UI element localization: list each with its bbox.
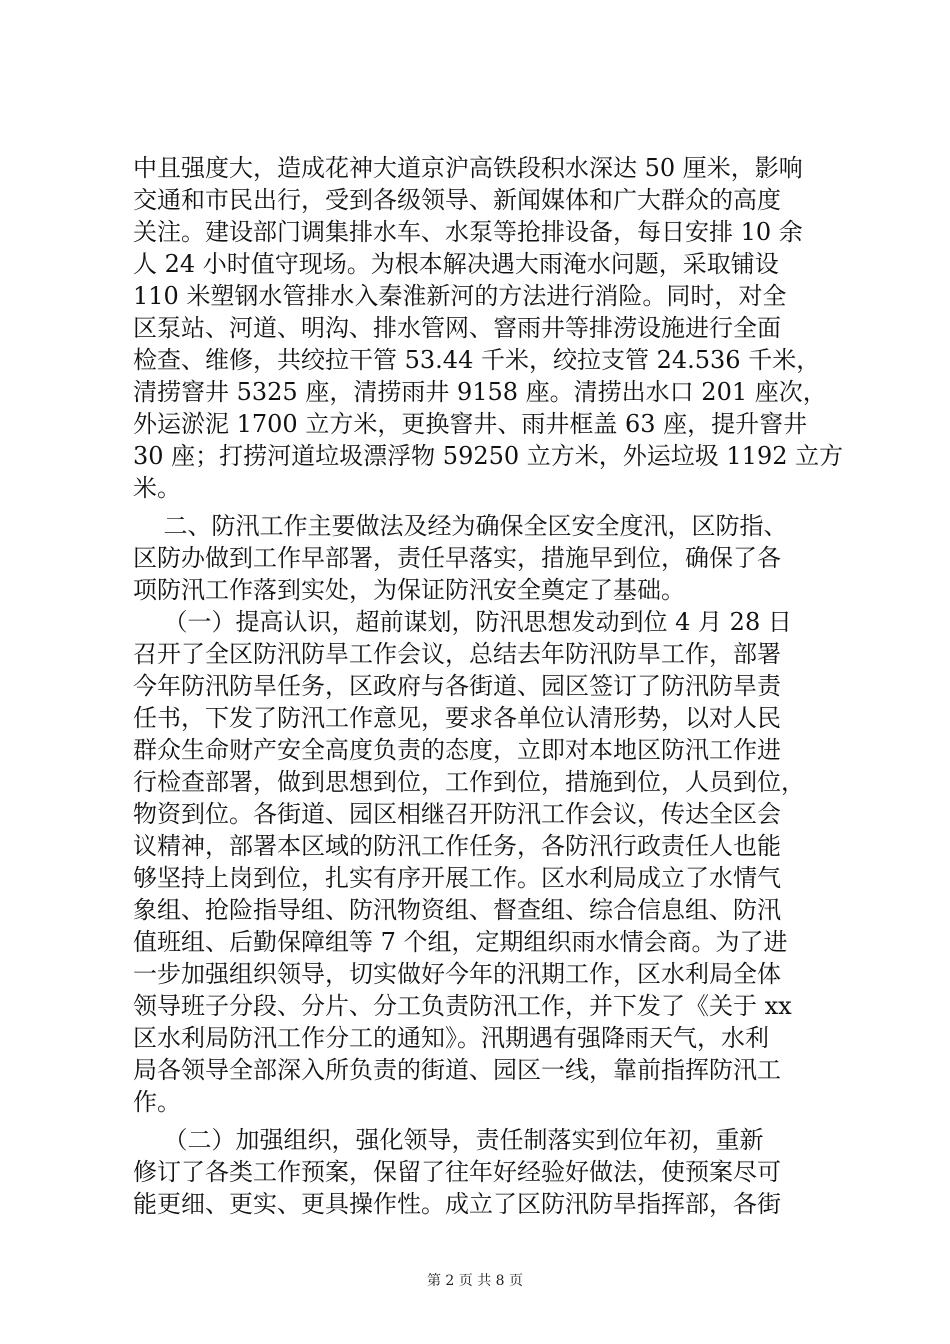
text-line: 清捞窨井 5325 座，清捞雨井 9158 座。清捞出水口 201 座次， — [133, 378, 827, 406]
text-line: 任书，下发了防汛工作意见，要求各单位认清形势，以对人民 — [133, 704, 781, 732]
text-line: 象组、抢险指导组、防汛物资组、督查组、综合信息组、防汛 — [133, 896, 781, 924]
text-line: 召开了全区防汛防旱工作会议，总结去年防汛防旱工作，部署 — [133, 640, 781, 668]
text-line: 中且强度大，造成花神大道京沪高铁段积水深达 50 厘米，影响 — [133, 154, 803, 182]
text-line: 外运淤泥 1700 立方米，更换窨井、雨井框盖 63 座，提升窨井 — [133, 410, 808, 438]
text-line: 能更细、更实、更具操作性。成立了区防汛防旱指挥部，各街 — [133, 1190, 781, 1218]
text-line: 区防办做到工作早部署，责任早落实，措施早到位，确保了各 — [133, 544, 781, 572]
text-line: 物资到位。各街道、园区相继召开防汛工作会议，传达全区会 — [133, 800, 781, 828]
section-heading-line: 二、防汛工作主要做法及经为确保全区安全度汛，区防指、 — [133, 512, 788, 540]
text-line: 群众生命财产安全高度负责的态度，立即对本地区防汛工作进 — [133, 736, 781, 764]
text-line: 一步加强组织领导，切实做好今年的汛期工作，区水利局全体 — [133, 960, 781, 988]
text-line: 今年防汛防旱任务，区政府与各街道、园区签订了防汛防旱责 — [133, 672, 781, 700]
text-line: 关注。建设部门调集排水车、水泵等抢排设备，每日安排 10 余 — [133, 218, 803, 246]
text-line: 米。 — [133, 474, 181, 502]
text-line: 项防汛工作落到实处，为保证防汛安全奠定了基础。 — [133, 576, 685, 604]
text-line: 交通和市民出行，受到各级领导、新闻媒体和广大群众的高度 — [133, 186, 781, 214]
text-line: 议精神，部署本区域的防汛工作任务，各防汛行政责任人也能 — [133, 832, 781, 860]
text-line: 修订了各类工作预案，保留了往年好经验好做法，使预案尽可 — [133, 1158, 781, 1186]
text-line: 作。 — [133, 1088, 181, 1116]
page-number-footer: 第 2 页 共 8 页 — [426, 1273, 524, 1289]
text-line: 区水利局防汛工作分工的通知》。汛期遇有强降雨天气，水利 — [133, 1024, 769, 1052]
subsection-heading-line: （一）提高认识，超前谋划，防汛思想发动到位 4 月 28 日 — [133, 608, 792, 636]
text-line: 值班组、后勤保障组等 7 个组，定期组织雨水情会商。为了进 — [133, 928, 788, 956]
subsection-heading-line: （二）加强组织，强化领导，责任制落实到位年初，重新 — [133, 1126, 764, 1154]
text-line: 够坚持上岗到位，扎实有序开展工作。区水利局成立了水情气 — [133, 864, 781, 892]
text-line: 区泵站、河道、明沟、排水管网、窨雨井等排涝设施进行全面 — [133, 314, 781, 342]
document-body — [133, 152, 844, 1220]
text-line: 人 24 小时值守现场。为根本解决遇大雨淹水问题，采取铺设 — [133, 250, 779, 278]
text-line: 110 米塑钢水管排水入秦淮新河的方法进行消险。同时，对全 — [133, 282, 787, 310]
text-line: 局各领导全部深入所负责的街道、园区一线，靠前指挥防汛工 — [133, 1056, 781, 1084]
text-line: 检查、维修，共绞拉干管 53.44 千米，绞拉支管 24.536 千米， — [133, 346, 821, 374]
text-line: 30 座；打捞河道垃圾漂浮物 59250 立方米，外运垃圾 1192 立方 — [133, 442, 844, 470]
text-line: 领导班子分段、分片、分工负责防汛工作，并下发了《关于 xx — [133, 992, 792, 1020]
text-line: 行检查部署，做到思想到位，工作到位，措施到位，人员到位， — [133, 768, 805, 796]
